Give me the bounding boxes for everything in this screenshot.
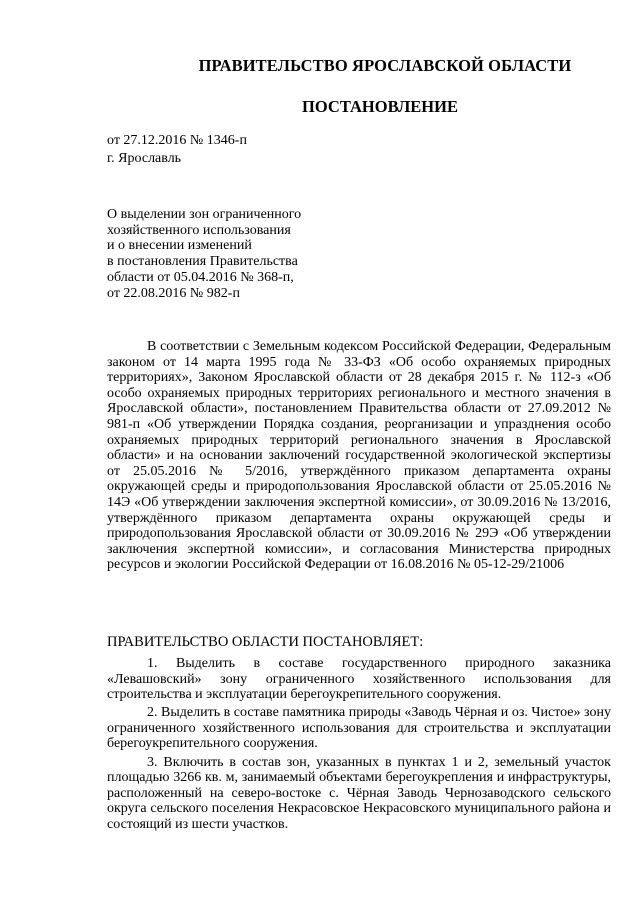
subject-line: области от 05.04.2016 № 368-п,: [107, 269, 294, 285]
decree-item: 2. Выделить в составе памятника природы «Заводь Чёрная и оз. Чистое» зону ограниченного хозяйственного использования для строительства и эксплуатации берегоукрепительного сооружения.: [107, 705, 611, 752]
subject-line: О выделении зон ограниченного: [107, 207, 302, 222]
government-title: ПРАВИТЕЛЬСТВО ЯРОСЛАВСКОЙ ОБЛАСТИ: [198, 56, 572, 75]
subject-line: и о внесении изменений: [107, 238, 252, 254]
preamble-section: [107, 339, 611, 573]
document-subject: [107, 207, 301, 301]
subject-line: в постановления Правительства: [107, 254, 298, 270]
decree-item: 3. Включить в состав зон, указанных в пунктах 1 и 2, земельный участок площадью 3266 кв. м, занимаемый объектами берегоукрепления и инфраструктуры, расположенный на северо-востоке с. Чёрная Заводь Чернозаводского сельского округа сельского поселения Некрасовское Некрасовского муниципального района и состоящий из шести участков.: [107, 754, 611, 832]
document-type-title: ПОСТАНОВЛЕНИЕ: [302, 97, 458, 116]
subject-line: от 22.08.2016 № 982-п: [107, 285, 240, 301]
subject-line: хозяйственного использования: [107, 222, 291, 238]
preamble-paragraph: В соответствии с Земельным кодексом Российской Федерации, Федеральным законом от 14 марта 1995 года № 33-ФЗ «Об особо охраняемых природных территориях», Законом Ярославской области от 28 декабря 2015 г. № 112-з «Об особо охраняемых природных территориях регионального и местного значения в Ярославской области», постановлением Правительства области от 27.09.2012 № 981-п «Об утверждении Порядка создания, реорганизации и упразднения особо охраняемых природных территорий регионального значения в Ярославской области» и на основании заключений государственной экологической экспертизы от 25.05.2016 № 5/2016, утверждённого приказом департамента охраны окружающей среды и природопользования Ярославской области от 25.05.2016 № 14Э «Об утверждении заключения экспертной комиссии», от 30.09.2016 № 13/2016, утверждённого приказом департамента охраны окружающей среды и природопользования Ярославской области от 30.09.2016 № 29Э «Об утверждении заключения экспертной комиссии», и согласования Министерства природных ресурсов и экологии Российской Федерации от 16.08.2016 № 05-12-29/21006: [107, 339, 611, 573]
decree-items: [107, 656, 611, 835]
decree-item: 1. Выделить в составе государственного природного заказника «Левашовский» зону ограниченного хозяйственного использования для строительства и эксплуатации берегоукрепительного сооружения.: [107, 656, 611, 703]
document-date-number: от 27.12.2016 № 1346-п: [107, 133, 247, 148]
document-meta: [107, 132, 247, 168]
document-place: г. Ярославль: [107, 151, 182, 166]
decree-heading: ПРАВИТЕЛЬСТВО ОБЛАСТИ ПОСТАНОВЛЯЕТ:: [107, 634, 424, 650]
